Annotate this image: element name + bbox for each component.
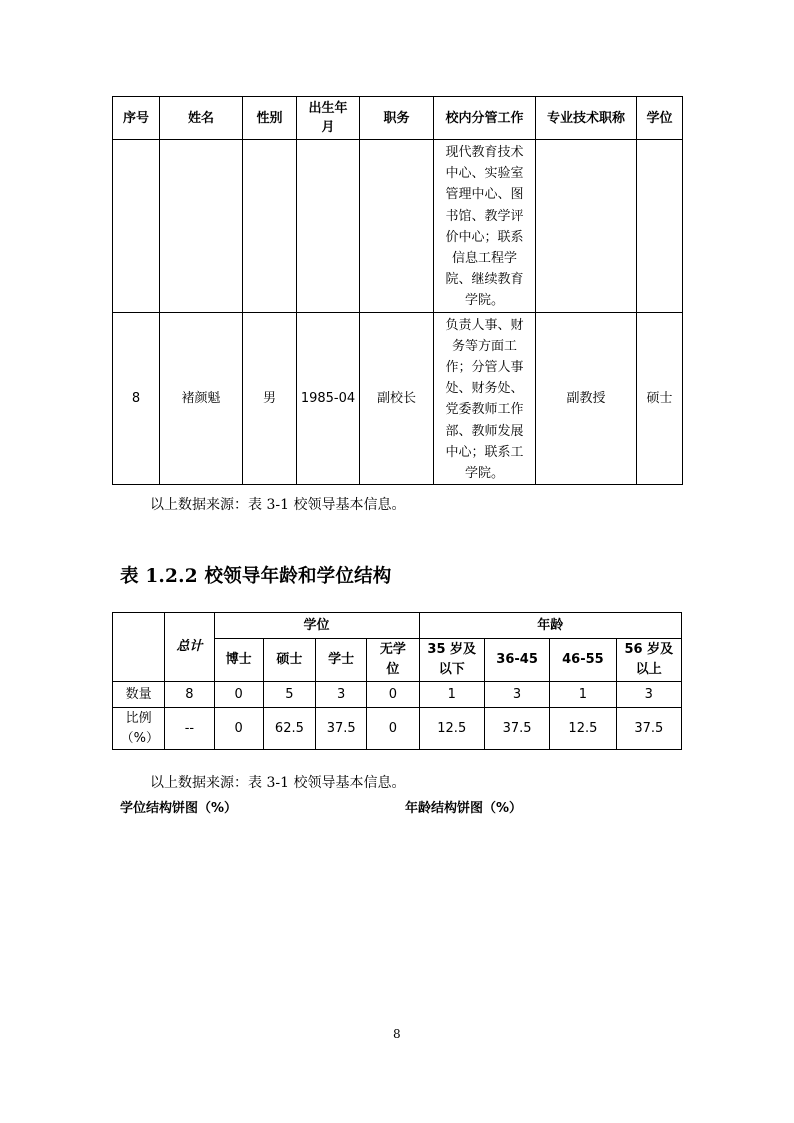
cell-birth [297,140,360,313]
header-master: 硕士 [263,639,315,682]
cell-value: 3 [616,682,681,708]
cell-no: 8 [113,312,160,485]
header-age-46-55: 46-55 [550,639,616,682]
cell-duties [434,140,536,313]
header-no-degree [367,639,419,682]
header-duties: 校内分管工作 [434,97,536,140]
header-bachelor: 学士 [316,639,367,682]
corner-cell [113,613,165,682]
cell-value: 12.5 [550,708,616,750]
cell-value: 3 [316,682,367,708]
cell-name [160,140,243,313]
table-row [113,312,683,485]
header-position: 职务 [360,97,434,140]
leaders-table [112,96,683,485]
row-label-text: 比例（%） [120,710,159,746]
cell-degree: 硕士 [637,312,683,485]
source-note: 以上数据来源：表 3-1 校领导基本信息。 [150,497,406,513]
header-total: 总计 [165,613,214,682]
cell-value: 0 [367,708,419,750]
cell-value: 37.5 [316,708,367,750]
header-age-56-text: 56 岁及以上 [624,642,674,677]
header-age-35 [419,639,484,682]
cell-gender [243,140,297,313]
cell-degree [637,140,683,313]
cell-total: -- [165,708,214,750]
cell-birth: 1985-04 [297,312,360,485]
duties-text: 现代教育技术中心、实验室管理中心、图书馆、教学评价中心；联系信息工程学院、继续教育学院。 [445,145,524,309]
header-degree-group: 学位 [214,613,419,639]
header-doctor: 博士 [214,639,263,682]
cell-value: 0 [367,682,419,708]
cell-title: 副教授 [536,312,637,485]
cell-title [536,140,637,313]
cell-value: 5 [263,682,315,708]
header-no-degree-text: 无学位 [379,642,406,677]
cell-duties [434,312,536,485]
cell-total: 8 [165,682,214,708]
header-age-36-45: 36-45 [484,639,549,682]
header-name: 姓名 [160,97,243,140]
cell-value: 1 [550,682,616,708]
table-row [113,682,682,708]
degree-pie-title: 学位结构饼图（%） [120,801,238,816]
header-gender: 性别 [243,97,297,140]
header-age-56 [616,639,681,682]
cell-value: 3 [484,682,549,708]
leaders-header-row [113,97,683,140]
cell-value: 12.5 [419,708,484,750]
cell-value: 37.5 [484,708,549,750]
header-no: 序号 [113,97,160,140]
page-number: 8 [393,1027,401,1041]
duties-text: 负责人事、财务等方面工作；分管人事处、财务处、党委教师工作部、教师发展中心；联系工学院。 [445,317,524,482]
cell-position [360,140,434,313]
cell-value: 0 [214,708,263,750]
header-title: 专业技术职称 [536,97,637,140]
header-birth [297,97,360,140]
structure-table [112,612,682,750]
cell-value: 0 [214,682,263,708]
cell-value: 37.5 [616,708,681,750]
age-pie-title: 年龄结构饼图（%） [405,801,523,816]
row-label [113,708,165,750]
cell-name: 褚颜魁 [160,312,243,485]
row-label: 数量 [113,682,165,708]
cell-position: 副校长 [360,312,434,485]
header-age-35-text: 35 岁及以下 [427,642,477,677]
cell-gender: 男 [243,312,297,485]
cell-value: 1 [419,682,484,708]
table-row [113,140,683,313]
cell-value: 62.5 [263,708,315,750]
group-header-row [113,613,682,639]
header-degree: 学位 [637,97,683,140]
cell-no [113,140,160,313]
source-note: 以上数据来源：表 3-1 校领导基本信息。 [150,775,406,791]
table-row [113,708,682,750]
header-birth-text: 出生年月 [308,101,348,135]
header-age-group: 年龄 [419,613,681,639]
section-title: 表 1.2.2 校领导年龄和学位结构 [120,566,392,587]
